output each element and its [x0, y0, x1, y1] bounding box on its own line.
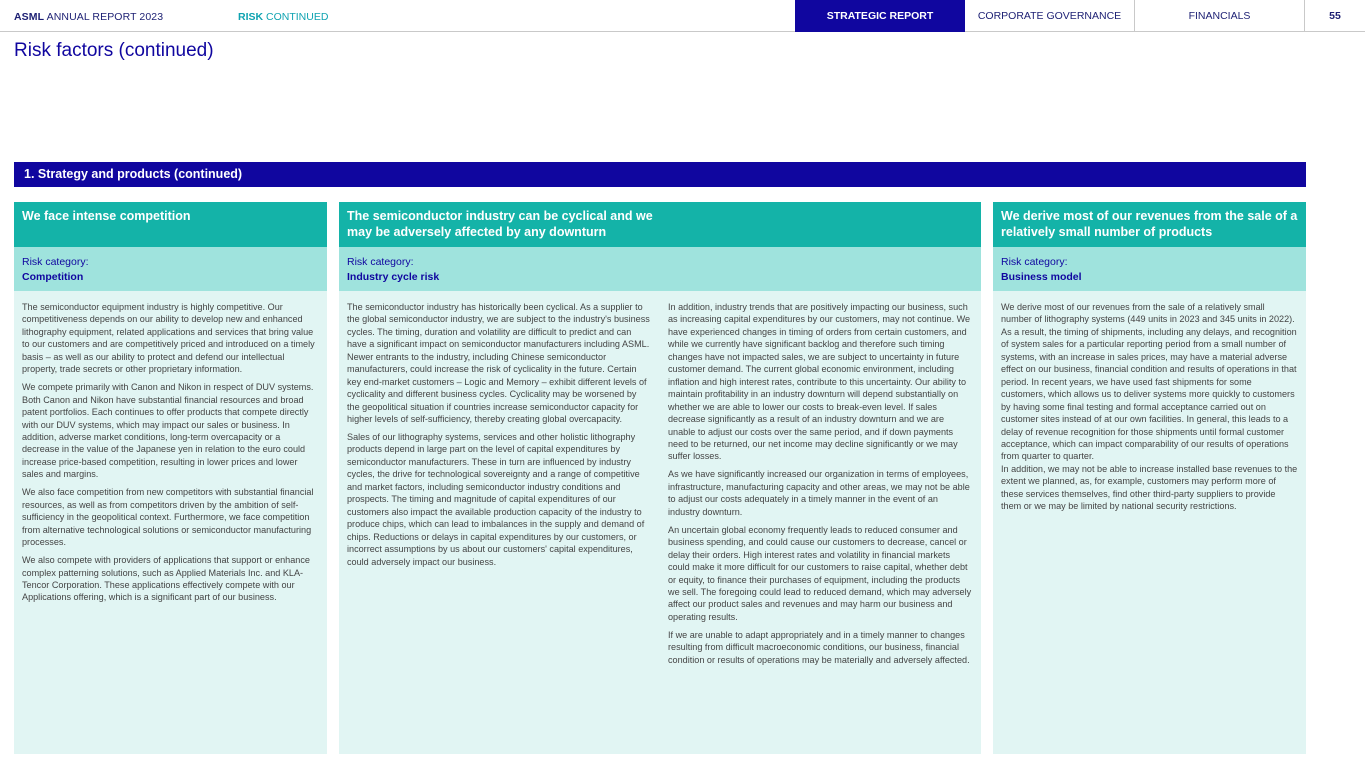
text-column-left — [347, 301, 651, 672]
tab-corporate-governance[interactable]: CORPORATE GOVERNANCE — [965, 0, 1135, 32]
risk-description — [993, 291, 1306, 513]
risk-category-label: Risk category: — [347, 256, 414, 268]
paragraph: Sales of our lithography systems, services and other holistic lithography products depend in large part on the level of capital expenditures by semiconductor manufacturers. These in turn are influenced by industry cycles, the drive for technological sovereignty and a range of competitive and market factors, including semiconductor industry conditions and prospects. The timing and magnitude of capital expenditures of our customers also impact the available production capacity of the industry to produce chips, which can lead to imbalances in the supply and demand of chips. Reductions or delays in capital expenditures by our customers, or incorrect assumptions by us about our customers' capital expenditures, could adversely impact our business. — [347, 432, 645, 567]
risk-description — [14, 291, 327, 604]
paragraph: An uncertain global economy frequently leads to reduced consumer and business spending, and could cause our customers to decrease, cancel or delay their orders. High interest rates and volatility in financial markets could make it more difficult for our customers to raise capital, whether debt or equity, to finance their purchases of equipment, including the products we sell. The foregoing could lead to reduced demand, which may adversely affect our product sales and revenues and may harm our business and operating results. — [668, 524, 972, 622]
risk-title: The semiconductor industry can be cyclical and we may be adversely affected by any downturn — [339, 202, 981, 247]
paragraph: We compete primarily with Canon and Nikon in respect of DUV systems. Both Canon and Nikon have substantial financial resources and broad patent portfolios. Each continues to offer products that compete directly with our DUV systems, which may impact our sales or business. In addition, adverse market conditions, long-term overcapacity or a decrease in the value of the Japanese yen in relation to the euro could increase price-based competition, resulting in lower prices and lower sales and margins. — [22, 382, 314, 480]
risk-category — [339, 247, 981, 291]
risk-category-label: Risk category: — [1001, 256, 1068, 268]
paragraph: We also face competition from new competitors with substantial financial resources, as well as from competitors driven by the ambition of self-sufficiency in the geopolitical context. Furthermore, we face competition from alternative technological solutions or semiconductor manufacturing processes. — [22, 487, 314, 548]
risk-card-business-model — [993, 202, 1306, 754]
section-name: RISK — [238, 11, 264, 23]
risk-category-value: Industry cycle risk — [347, 271, 440, 283]
page-number: 55 — [1329, 10, 1341, 22]
current-section-label — [238, 11, 328, 23]
risk-card-industry-cycle — [339, 202, 981, 754]
paragraph: We derive most of our revenues from the sale of a relatively small number of lithography systems (449 units in 2023 and 345 units in 2022). As a result, the timing of shipments, including any delays, and recognition of system sales for a particular reporting period from a small number of systems, with an increase in sales prices, may have a material adverse effect on our business, financial condition and results of operations in that period. In recent years, we have used fast shipments for some customers, which allows us to deliver systems more quickly to customers by having some final testing and formal acceptance carried out on customer sites instead of at our own facilities. In general, this leads to a delay of revenue recognition for those shipments until formal customer acceptance, which can impact comparability of our results of operations from quarter to quarter. — [1001, 302, 1297, 462]
tab-strategic-report[interactable]: STRATEGIC REPORT — [795, 0, 965, 32]
risk-title: We derive most of our revenues from the sale of a relatively small number of products — [993, 202, 1306, 247]
paragraph: In addition, we may not be able to increase installed base revenues to the extent we planned, as, for example, customers may perform more of these services themselves, find other third-party suppliers to provide them or we may be limited by national security restrictions. — [1001, 463, 1298, 512]
risk-title: We face intense competition — [14, 202, 327, 247]
top-nav-bar — [0, 0, 1365, 32]
risk-category-label: Risk category: — [22, 256, 89, 268]
risk-card-competition — [14, 202, 327, 754]
paragraph: The semiconductor industry has historically been cyclical. As a supplier to the global semiconductor industry, we are subject to the industry's business cycles. The timing, duration and volatility are difficult to predict and can have a significant impact on semiconductor manufacturers including ASML. Newer entrants to the industry, including Chinese semiconductor manufacturers, could increase the risk of cyclicality in the future. Certain key end-market customers – Logic and Memory – exhibit different levels of cyclicality and different business cycles. Cyclicality may be worsened by the geopolitical situation if countries increase semiconductor capacity for higher levels of self-sufficiency, thereby creating global overcapacity. — [347, 302, 650, 425]
risk-category-value: Competition — [22, 271, 84, 283]
paragraph: If we are unable to adapt appropriately and in a timely manner to changes resulting from difficult macroeconomic conditions, our business, financial condition or results of operations may be materially and adversely affected. — [668, 629, 970, 665]
risk-category — [14, 247, 327, 291]
paragraph: In addition, industry trends that are positively impacting our business, such as increasing capital expenditures by our customers, may not continue. We have experienced changes in timing of orders from certain customers, and while we currently have significant backlog and therefore such timing changes have not impacted sales, we are subject to uncertainty in future customer demand. The current global economic environment, including inflation and high interest rates, contribute to this uncertainty. Our ability to maintain profitability in an industry downturn will depend substantially on whether we are able to lower our costs to break-even level. If sales decrease significantly as a result of an industry downturn and we are unable to adjust our costs over the same period, and if down payments need to be returned, our net income may decline significantly or we may suffer losses. — [668, 302, 971, 462]
risk-description — [339, 291, 981, 672]
brand-name: ASML — [14, 11, 45, 23]
tab-financials[interactable]: FINANCIALS — [1135, 0, 1305, 32]
paragraph: We also compete with providers of applications that support or enhance complex patterning solutions, such as Applied Materials Inc. and KLA-Tencor Corporation. These applications effectively compete with our Applications offering, which is a significant part of our business. — [22, 555, 310, 603]
section-suffix: CONTINUED — [263, 11, 329, 23]
risk-category-value: Business model — [1001, 271, 1082, 283]
report-brand[interactable] — [14, 11, 163, 23]
paragraph: The semiconductor equipment industry is highly competitive. Our competitiveness depends on our ability to develop new and enhanced lithography equipment, related applications and services that bring value to our customers and are competitively priced and introduced on a timely basis – as well as our ability to protect and defend our intellectual property, trade secrets or other proprietary information. — [22, 302, 315, 375]
section-band-title: 1. Strategy and products (continued) — [14, 162, 1306, 187]
brand-report-label: ANNUAL REPORT 2023 — [44, 11, 164, 23]
paragraph: As we have significantly increased our organization in terms of employees, infrastructure, manufacturing capacity and other areas, we may not be able to adjust our costs adequately in a timely manner in the event of an industry downturn. — [668, 469, 970, 517]
risk-category — [993, 247, 1306, 291]
page-title: Risk factors (continued) — [14, 40, 214, 61]
text-column-right — [668, 301, 972, 672]
